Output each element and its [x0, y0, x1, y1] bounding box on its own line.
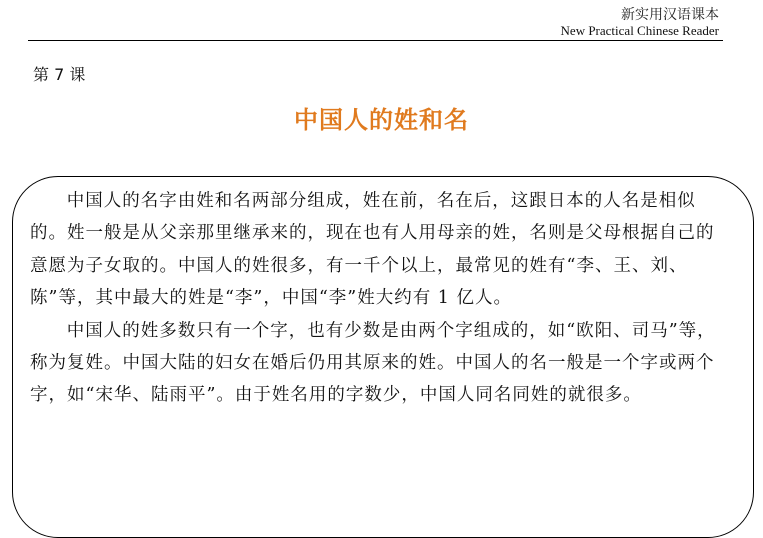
header-title-chinese: 新实用汉语课本: [621, 7, 719, 23]
page-title: 中国人的姓和名: [294, 106, 469, 134]
header-title-english: New Practical Chinese Reader: [560, 23, 719, 38]
paragraph: 中国人的姓多数只有一个字，也有少数是由两个字组成的，如“欧阳、司马”等，称为复姓。中国大陆的妇女在婚后仍用其原来的姓。中国人的名一般是一个字或两个字，如“宋华、陆雨平”。由于姓名用的字数少，中国人同名同姓的就很多。: [30, 320, 716, 406]
reading-text: [30, 185, 730, 412]
header-rule: [28, 40, 723, 41]
paragraph: 中国人的名字由姓和名两部分组成，姓在前，名在后，这跟日本的人名是相似的。姓一般是从父亲那里继承来的，现在也有人用母亲的姓，名则是父母根据自己的意愿为子女取的。中国人的姓很多，有一千个以上，最常见的姓有“李、王、刘、陈”等，其中最大的姓是“李”，中国“李”姓大约有 1 亿人。: [30, 191, 715, 309]
lesson-label: 第 7 课: [33, 65, 86, 84]
